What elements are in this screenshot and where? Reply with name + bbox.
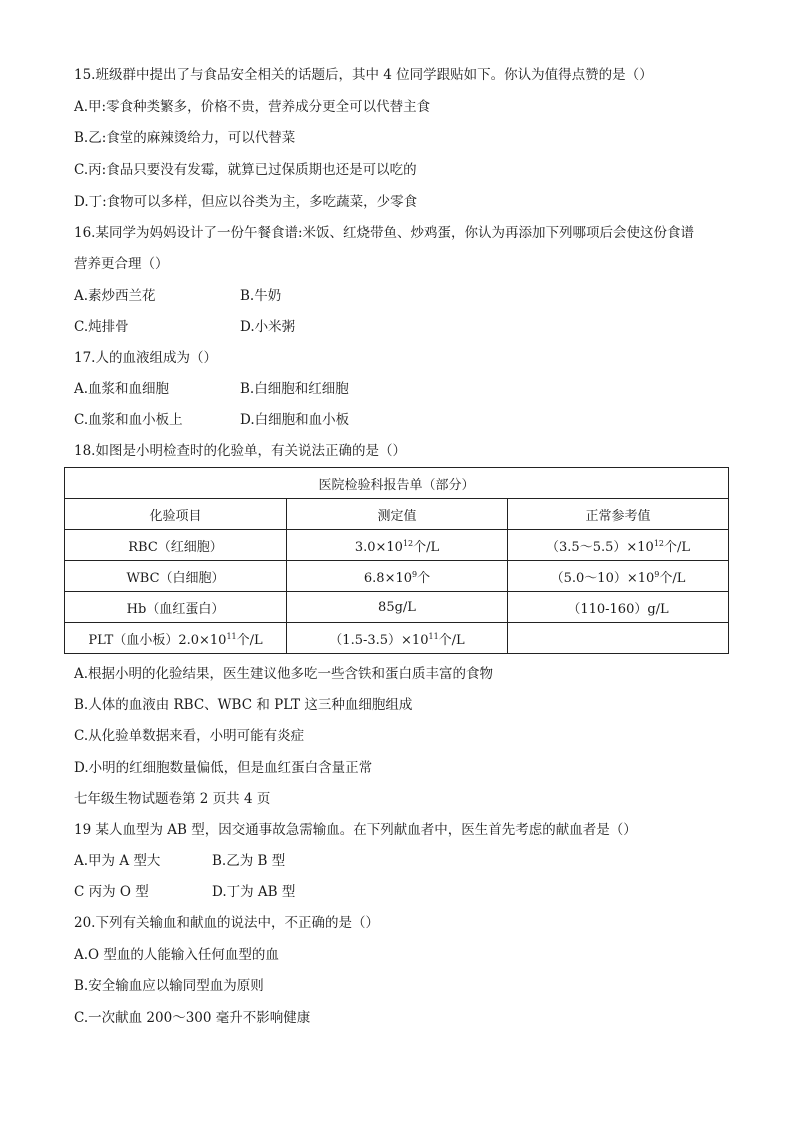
cell-reference (508, 623, 729, 654)
q15-option-b: B.乙:食堂的麻辣烫给力，可以代替菜 (74, 130, 296, 146)
q18-option-b: B.人体的血液由 RBC、WBC 和 PLT 这三种血细胞组成 (74, 697, 413, 713)
cell-item: PLT（血小板）$2.0\times 10^{11}$个/L (65, 623, 287, 654)
q19-option-c: C 丙为 O 型 (74, 884, 149, 900)
lab-report-title-row (65, 468, 729, 499)
q17-option-a: A.血浆和血细胞 (74, 381, 170, 397)
q19-option-d: D.丁为 AB 型 (212, 884, 296, 900)
cell-measured: $6.8\times 10^9$个 (287, 561, 508, 592)
q17-option-b: B.白细胞和红细胞 (240, 381, 349, 397)
q16-option-d: D.小米粥 (240, 319, 296, 335)
q18-option-d: D.小明的红细胞数量偏低，但是血红蛋白含量正常 (74, 760, 373, 776)
q16-option-a: A.素炒西兰花 (74, 288, 156, 304)
q17-option-c: C.血浆和血小板上 (74, 412, 183, 428)
q20-option-b: B.安全输血应以输同型血为原则 (74, 978, 264, 994)
table-row-plt (65, 623, 729, 654)
table-row-hb (65, 592, 729, 623)
q15-stem: 15.班级群中提出了与食品安全相关的话题后，其中 4 位同学跟贴如下。你认为值得点赞的是（） (74, 67, 653, 83)
cell-measured: $(1.5-3.5)\times 10^{11}$个/L (287, 623, 508, 654)
header-item: 化验项目 (65, 499, 287, 530)
cell-item: WBC（白细胞） (65, 561, 287, 592)
q15-option-c: C.丙:食品只要没有发霉，就算已过保质期也还是可以吃的 (74, 162, 417, 178)
cell-item: Hb（血红蛋白） (65, 592, 287, 623)
q20-option-c: C.一次献血 200～300 毫升不影响健康 (74, 1010, 311, 1026)
table-row-wbc (65, 561, 729, 592)
cell-measured: $3.0\times 10^{12}$个/L (287, 530, 508, 561)
lab-report-header-row (65, 499, 729, 530)
q17-stem: 17.人的血液组成为（） (74, 350, 217, 366)
header-reference: 正常参考值 (508, 499, 729, 530)
table-row-rbc (65, 530, 729, 561)
lab-report-title: 医院检验科报告单（部分） (65, 468, 729, 499)
q20-stem: 20.下列有关输血和献血的说法中，不正确的是（） (74, 915, 379, 931)
q18-option-a: A.根据小明的化验结果，医生建议他多吃一些含铁和蛋白质丰富的食物 (74, 666, 494, 682)
q18-stem: 18.如图是小明检查时的化验单，有关说法正确的是（） (74, 443, 406, 459)
cell-reference: $(3.5\sim 5.5)\times 10^{12}$个/L (508, 530, 729, 561)
q19-stem: 19 某人血型为 AB 型，因交通事故急需输血。在下列献血者中，医生首先考虑的献血者是（） (74, 822, 637, 838)
q16-stem-line2: 营养更合理（） (74, 256, 169, 272)
header-measured: 测定值 (287, 499, 508, 530)
cell-item: RBC（红细胞） (65, 530, 287, 561)
page-footer-text: 七年级生物试题卷第 2 页共 4 页 (74, 791, 271, 807)
q15-option-a: A.甲:零食种类繁多，价格不贵，营养成分更全可以代替主食 (74, 99, 431, 115)
cell-reference: $(5.0\sim 10)\times 10^9$个/L (508, 561, 729, 592)
cell-measured: 85g/L (287, 592, 508, 623)
q16-stem-line1: 16.某同学为妈妈设计了一份午餐食谱:米饭、红烧带鱼、炒鸡蛋，你认为再添加下列哪项后会使这份食谱 (74, 225, 695, 241)
q16-option-c: C.炖排骨 (74, 319, 129, 335)
lab-report-table (64, 467, 729, 654)
q17-option-d: D.白细胞和血小板 (240, 412, 350, 428)
q15-option-d: D.丁:食物可以多样，但应以谷类为主，多吃蔬菜，少零食 (74, 194, 418, 210)
cell-reference: （110-160）g/L (508, 592, 729, 623)
q19-option-b: B.乙为 B 型 (212, 853, 286, 869)
q18-option-c: C.从化验单数据来看，小明可能有炎症 (74, 728, 305, 744)
q16-option-b: B.牛奶 (240, 288, 282, 304)
q20-option-a: A.O 型血的人能输入任何血型的血 (74, 947, 279, 963)
q19-option-a: A.甲为 A 型大 (74, 853, 161, 869)
